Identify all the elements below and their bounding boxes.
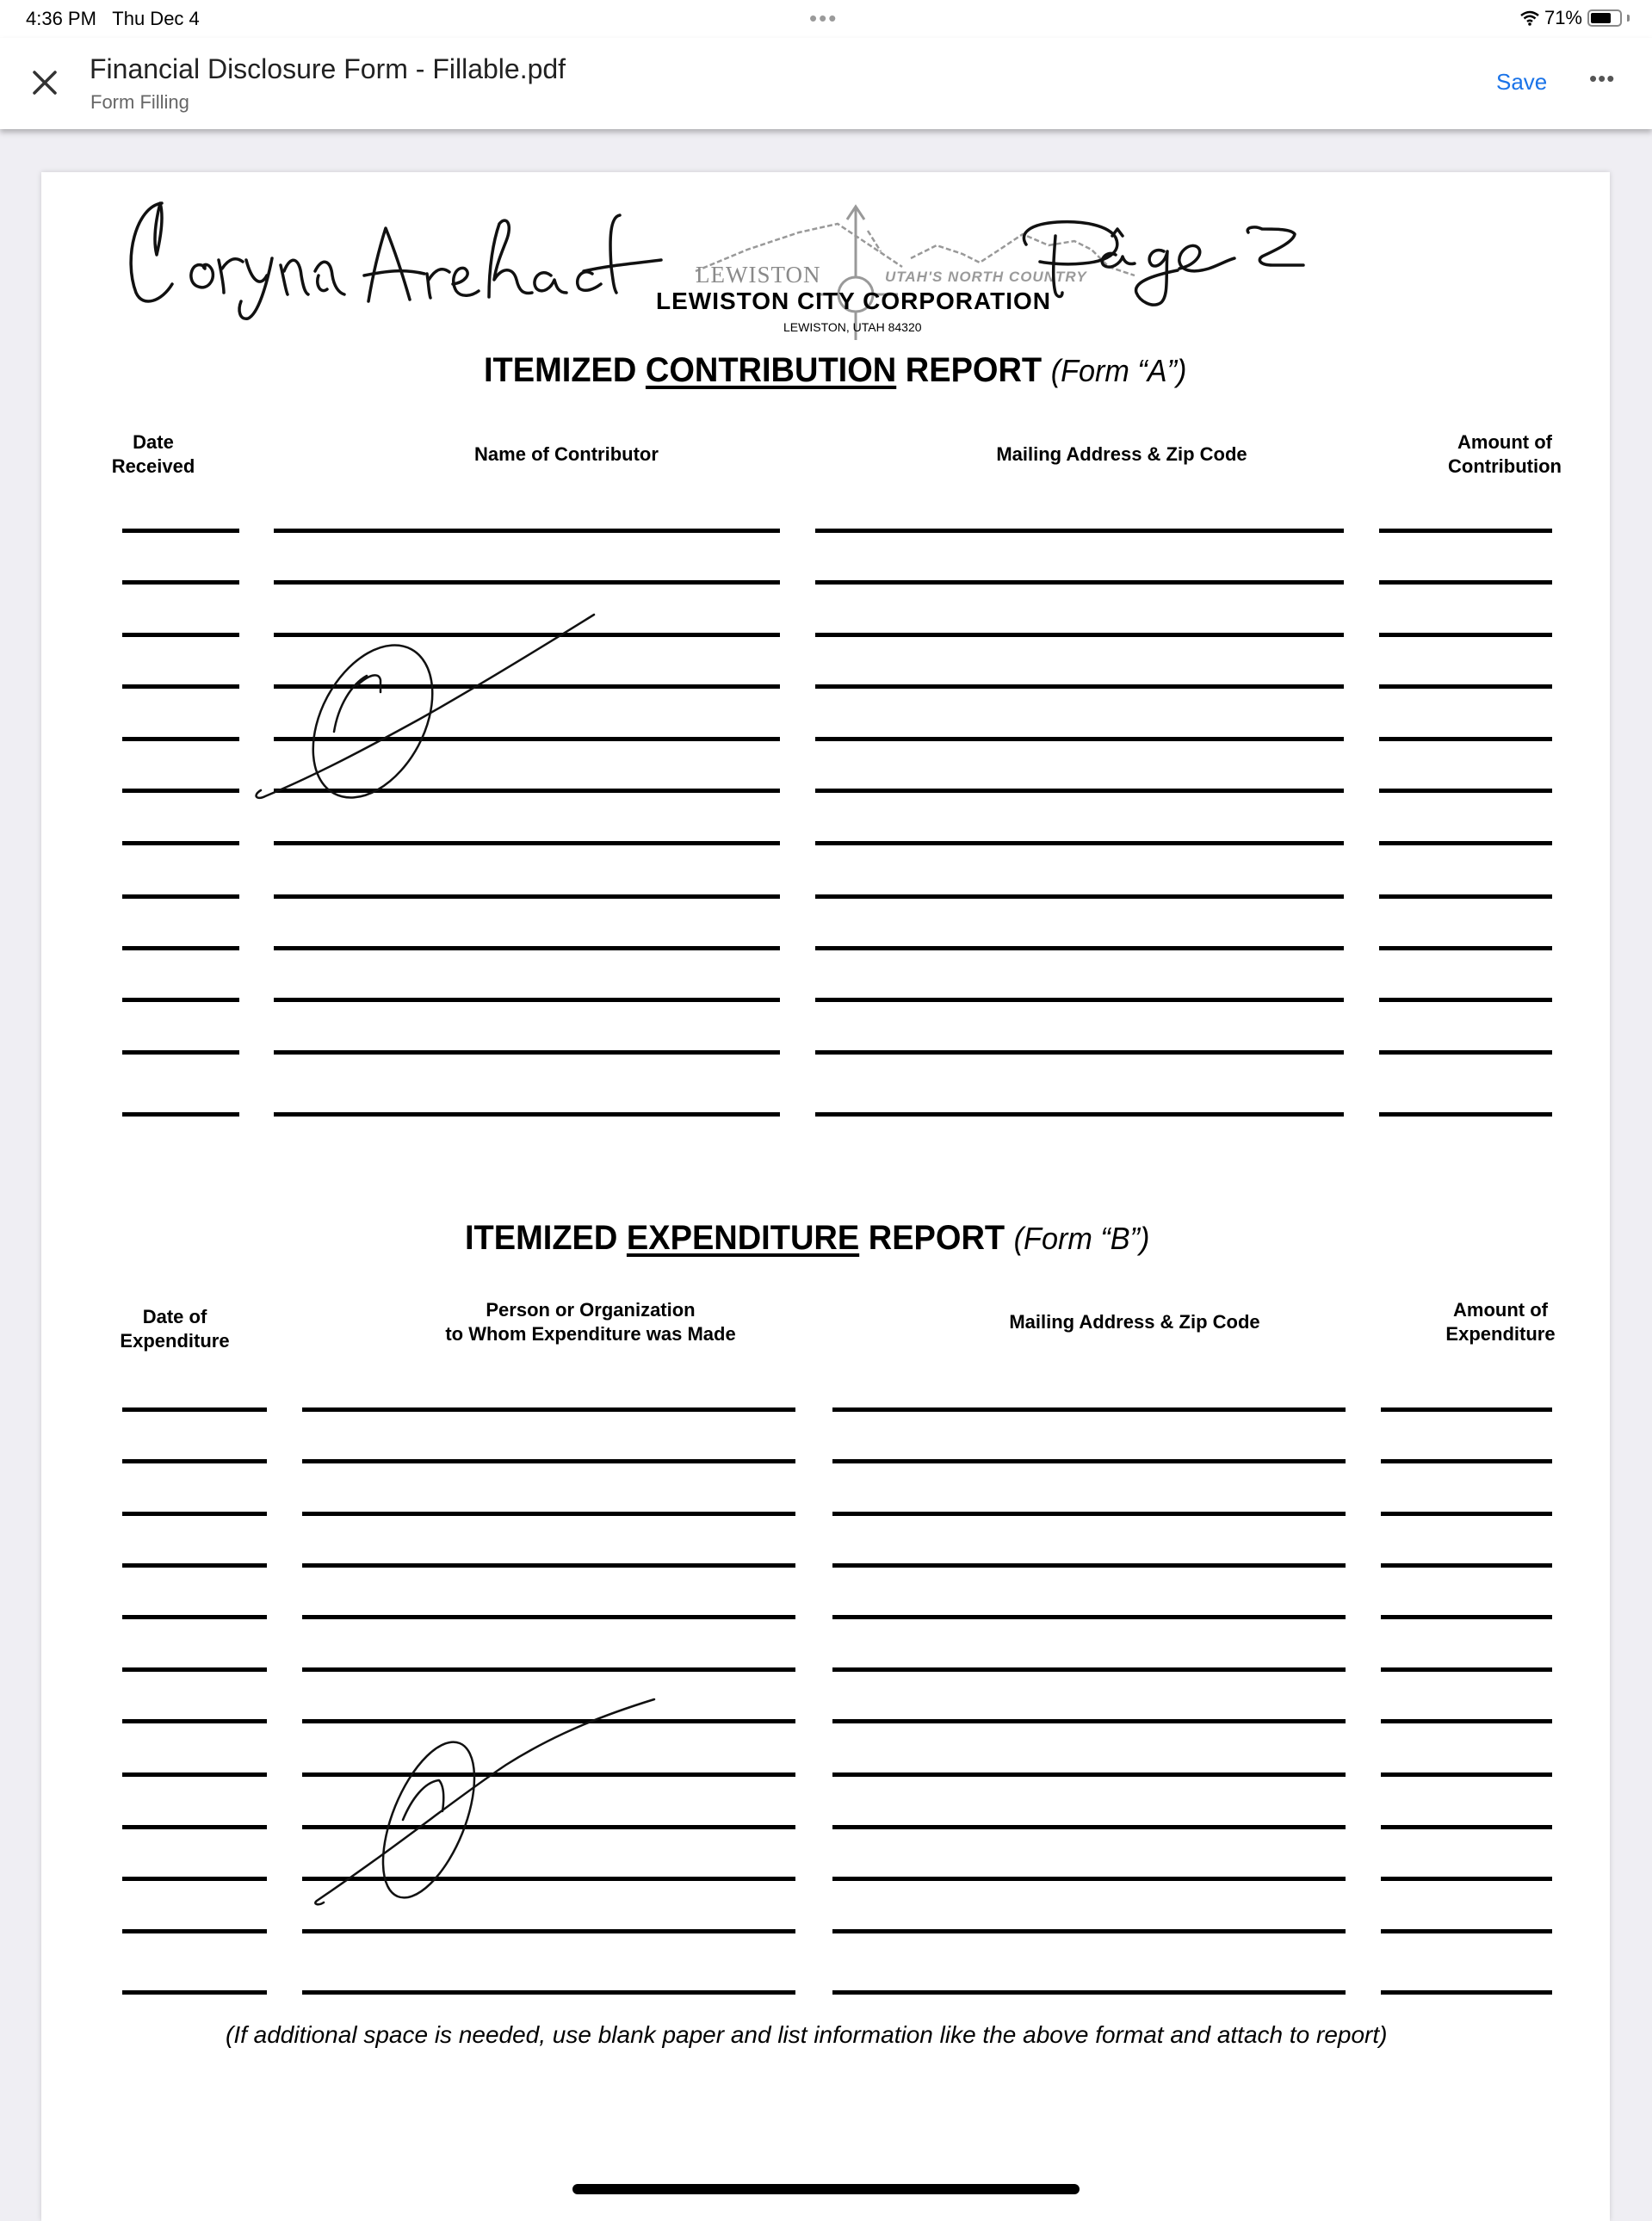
- title-prefix: ITEMIZED: [465, 1219, 618, 1257]
- document-title: Financial Disclosure Form - Fillable.pdf: [90, 53, 566, 84]
- header-line: Expenditure: [1445, 1323, 1556, 1345]
- header-line: Date: [133, 431, 174, 453]
- header-line: Received: [111, 455, 195, 477]
- letterhead-town-word: LEWISTON: [696, 262, 821, 288]
- battery-percent: 71%: [1544, 7, 1582, 28]
- amount-field-line[interactable]: [1381, 1990, 1552, 1995]
- home-indicator[interactable]: [572, 2184, 1080, 2194]
- header-line: Person or Organization: [486, 1299, 696, 1321]
- battery-tip: [1627, 15, 1630, 22]
- battery-icon: [1587, 9, 1622, 27]
- clock-time: 4:36 PM: [26, 8, 96, 29]
- close-icon: [26, 64, 64, 102]
- date-field-line[interactable]: [122, 1990, 267, 1995]
- header-line: Amount of: [1457, 431, 1552, 453]
- title-suffix: REPORT: [868, 1219, 1005, 1257]
- header-line: Mailing Address & Zip Code: [996, 443, 1247, 465]
- status-bar: [0, 0, 1652, 38]
- clock-date: Thu Dec 4: [112, 8, 200, 29]
- contribution-handwritten-zero: [41, 172, 1610, 1205]
- letterhead-address: LEWISTON, UTAH 84320: [783, 320, 922, 334]
- status-indicators: [1520, 7, 1630, 29]
- document-subtitle: Form Filling: [90, 91, 189, 113]
- header-line: Contribution: [1448, 455, 1562, 477]
- header-line: to Whom Expenditure was Made: [445, 1323, 736, 1345]
- footnote-additional-space: (If additional space is needed, use blank paper and list information like the above format and attach to report): [226, 2021, 1388, 2048]
- status-time: [26, 8, 200, 30]
- name-field-line[interactable]: [302, 1990, 795, 1995]
- save-button[interactable]: Save: [1496, 69, 1548, 95]
- header-line: Expenditure: [120, 1330, 230, 1352]
- form-label: (Form “B”): [1013, 1221, 1150, 1256]
- expenditure-handwritten-zero: [41, 1205, 1610, 1980]
- battery-level: [1591, 13, 1611, 23]
- letterhead-organization: LEWISTON CITY CORPORATION: [656, 288, 1052, 314]
- title-emphasis: CONTRIBUTION: [645, 351, 897, 389]
- header-line: Date of: [142, 1306, 207, 1327]
- multitasking-dots-icon[interactable]: •••: [809, 5, 838, 31]
- header-line: Name of Contributor: [474, 443, 659, 465]
- close-button[interactable]: [26, 64, 64, 102]
- header-line: Amount of: [1453, 1299, 1548, 1321]
- form-label: (Form “A”): [1050, 353, 1187, 388]
- header-line: Mailing Address & Zip Code: [1009, 1311, 1260, 1333]
- document-toolbar: [0, 38, 1652, 129]
- title-suffix: REPORT: [905, 351, 1043, 389]
- pdf-page: [41, 172, 1610, 2221]
- address-field-line[interactable]: [832, 1990, 1346, 1995]
- wifi-icon: [1520, 10, 1539, 26]
- letterhead-tagline: UTAH'S NORTH COUNTRY: [885, 269, 1087, 285]
- title-prefix: ITEMIZED: [484, 351, 637, 389]
- title-emphasis: EXPENDITURE: [626, 1219, 860, 1257]
- more-options-icon[interactable]: •••: [1589, 65, 1616, 91]
